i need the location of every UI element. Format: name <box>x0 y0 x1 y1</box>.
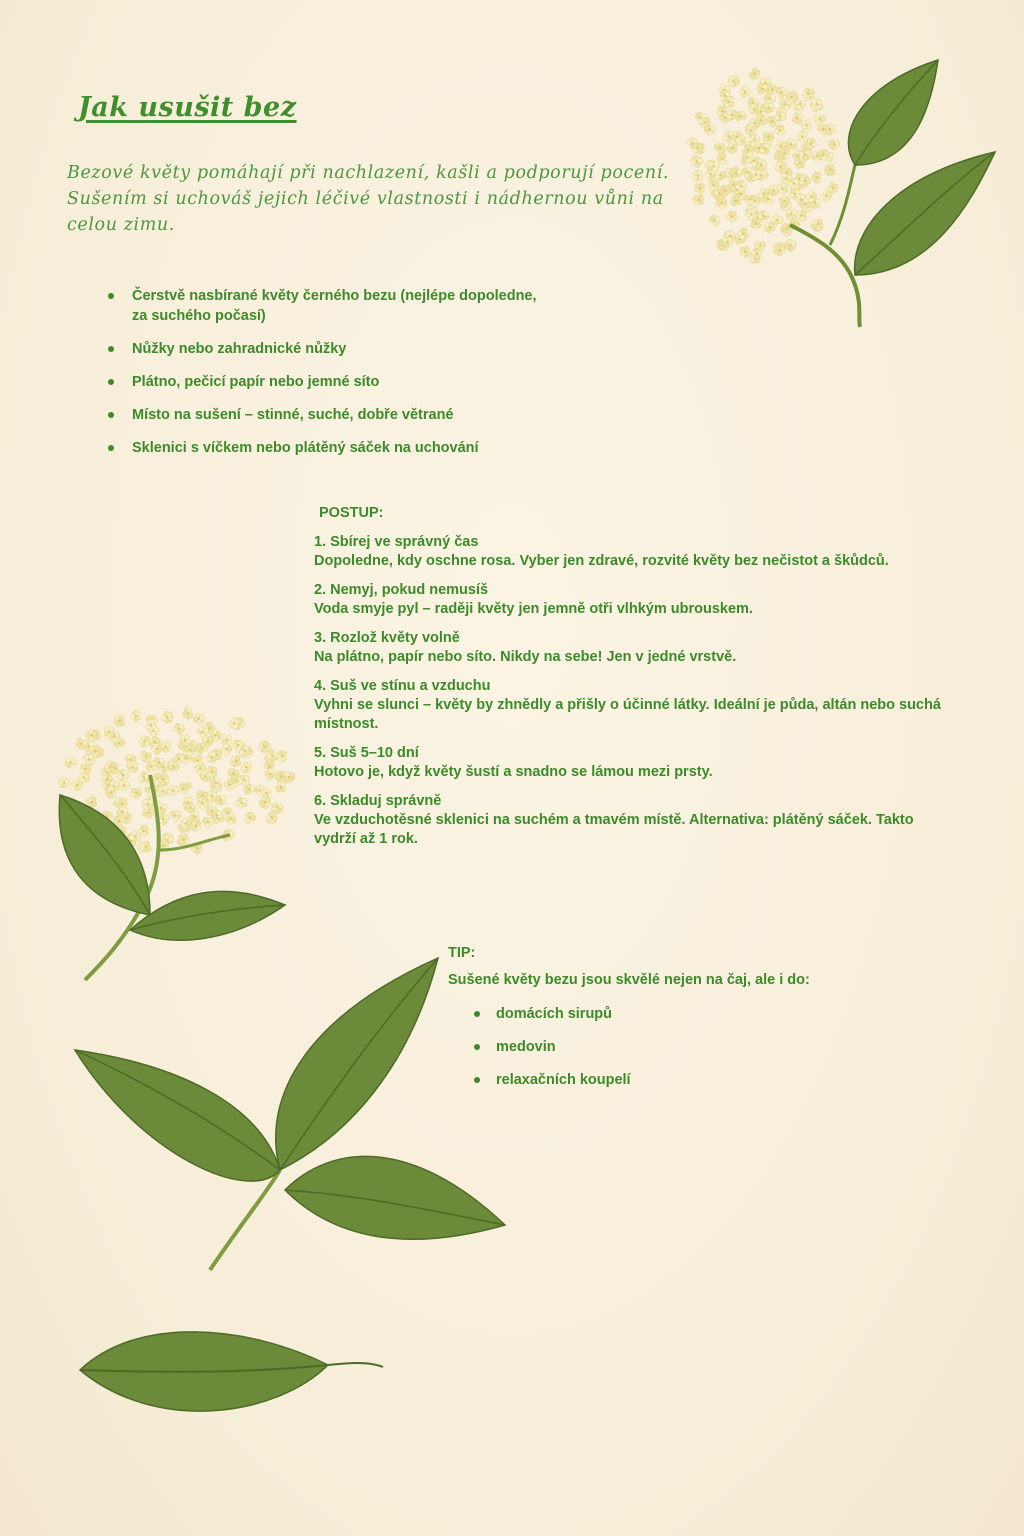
step-title: 3. Rozlož květy volně <box>314 630 460 646</box>
procedure-step <box>314 744 954 782</box>
procedure-step <box>314 629 954 667</box>
list-item: relaxačních koupelí <box>448 1070 968 1090</box>
list-item: medovin <box>448 1037 968 1057</box>
tip-text: Sušené květy bezu jsou skvělé nejen na čaj, ale i do: <box>448 972 810 988</box>
list-item: domácích sirupů <box>448 1004 968 1024</box>
step-text: Voda smyje pyl – raději květy jen jemně otři vlhkým ubrouskem. <box>314 601 753 617</box>
procedure-heading: POSTUP: <box>319 505 384 521</box>
list-item: Nůžky nebo zahradnické nůžky <box>108 339 548 359</box>
tip-section <box>448 945 968 1103</box>
procedure-step <box>314 677 954 734</box>
list-item: Plátno, pečicí papír nebo jemné síto <box>108 372 548 392</box>
step-title: 5. Suš 5–10 dní <box>314 745 419 761</box>
list-item: Sklenici s víčkem nebo plátěný sáček na uchování <box>108 438 548 458</box>
step-title: 1. Sbírej ve správný čas <box>314 534 479 550</box>
procedure-step <box>314 581 954 619</box>
step-text: Na plátno, papír nebo síto. Nikdy na sebe! Jen v jedné vrstvě. <box>314 649 737 665</box>
tip-list <box>448 1004 968 1090</box>
supplies-list <box>108 286 548 471</box>
list-item: Místo na sušení – stinné, suché, dobře větrané <box>108 405 548 425</box>
elder-leaf-large-icon <box>70 955 510 1275</box>
page-title: Jak usušit bez <box>78 92 297 123</box>
procedure-step <box>314 792 954 849</box>
list-item: Čerstvě nasbírané květy černého bezu (nejlépe dopoledne, za suchého počasí) <box>108 286 548 326</box>
elderflower-branch-left-icon <box>55 700 355 990</box>
step-text: Ve vzduchotěsné sklenici na suchém a tmavém místě. Alternativa: plátěný sáček. Takto vydrží až 1 rok. <box>314 812 914 847</box>
step-title: 6. Skladuj správně <box>314 793 442 809</box>
step-title: 2. Nemyj, pokud nemusíš <box>314 582 489 598</box>
procedure-section <box>314 505 954 859</box>
step-title: 4. Suš ve stínu a vzduchu <box>314 678 491 694</box>
intro-text: Bezové květy pomáhají při nachlazení, kašli a podporují pocení. Sušením si uchováš jejich léčivé vlastnosti i nádhernou vůni na celou zimu. <box>67 163 670 235</box>
elderflower-branch-top-icon <box>680 55 1010 345</box>
step-text: Dopoledne, kdy oschne rosa. Vyber jen zdravé, rozvité květy bez nečistot a škůdců. <box>314 553 889 569</box>
tip-heading: TIP: <box>448 945 476 961</box>
procedure-step <box>314 533 954 571</box>
elder-leaf-small-icon <box>78 1325 388 1435</box>
step-text: Vyhni se slunci – květy by zhnědly a přišly o účinné látky. Ideální je půda, altán nebo suchá místnost. <box>314 697 941 732</box>
step-text: Hotovo je, když květy šustí a snadno se lámou mezi prsty. <box>314 764 713 780</box>
